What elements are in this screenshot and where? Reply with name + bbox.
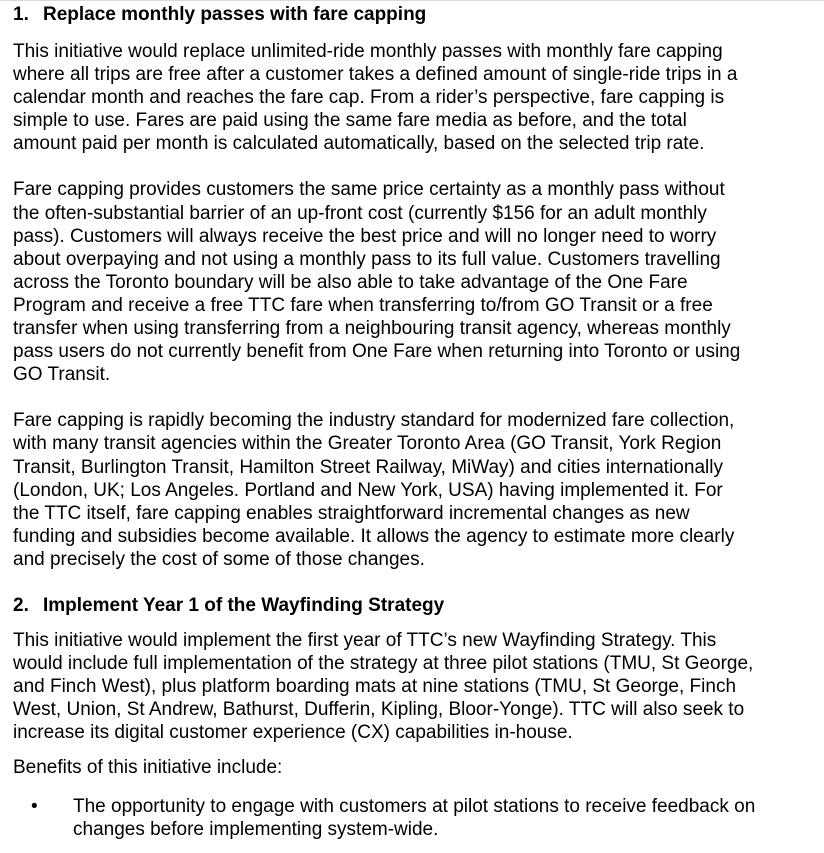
text-line: Fare capping provides customers the same price certainty as a monthly pass without [13, 179, 725, 201]
section-2-number: 2. [13, 594, 29, 616]
text-line: transfer when using transferring from a neighbouring transit agency, whereas monthly [13, 318, 731, 340]
text-line: changes before implementing system-wide. [73, 818, 439, 840]
section-1-paragraph-3 [13, 409, 813, 571]
section-2-heading [13, 594, 813, 617]
text-line: Benefits of this initiative include: [13, 757, 283, 779]
section-1-number: 1. [13, 4, 29, 25]
section-1-heading [13, 3, 813, 26]
text-line: The opportunity to engage with customers at pilot stations to receive feedback on [73, 795, 756, 817]
text-line: with many transit agencies within the Greater Toronto Area (GO Transit, York Region [13, 433, 722, 455]
text-line: GO Transit. [13, 364, 111, 386]
bullet-icon: • [31, 795, 38, 817]
text-line: would include full implementation of the strategy at three pilot stations (TMU, St George, [13, 653, 754, 675]
bullet-text [73, 795, 813, 841]
text-line: Transit, Burlington Transit, Hamilton Street Railway, MiWay) and cities internationally [13, 456, 723, 478]
text-line: pass). Customers will always receive the best price and will no longer need to worry [13, 225, 717, 247]
text-line: This initiative would replace unlimited-ride monthly passes with monthly fare capping [13, 41, 723, 62]
text-line: the often-substantial barrier of an up-front cost (currently $156 for an adult monthly [13, 202, 707, 224]
list-item [13, 795, 813, 841]
text-line: about overpaying and not using a monthly pass to its full value. Customers travelling [13, 248, 721, 270]
document-page [13, 0, 813, 841]
text-line: (London, UK; Los Angeles. Portland and New York, USA) having implemented it. For [13, 479, 723, 501]
section-2-benefits-intro [13, 756, 813, 779]
section-1-paragraph-2 [13, 178, 813, 386]
section-1-title: Replace monthly passes with fare capping [43, 4, 427, 25]
text-line: calendar month and reaches the fare cap. From a rider’s perspective, fare capping is [13, 87, 725, 109]
text-line: Fare capping is rapidly becoming the industry standard for modernized fare collection, [13, 410, 735, 432]
text-line: amount paid per month is calculated automatically, based on the selected trip rate. [13, 133, 705, 155]
text-line: West, Union, St Andrew, Bathurst, Dufferin, Kipling, Bloor-Yonge). TTC will also seek to [13, 699, 745, 721]
text-line: Program and receive a free TTC fare when transferring to/from GO Transit or a free [13, 294, 713, 316]
text-line: simple to use. Fares are paid using the same fare media as before, and the total [13, 110, 687, 132]
text-line: where all trips are free after a customer takes a defined amount of single-ride trips in a [13, 64, 738, 86]
text-line: the TTC itself, fare capping enables straightforward incremental changes as new [13, 502, 690, 524]
section-1-paragraph-1 [13, 40, 813, 155]
text-line: funding and subsidies become available. It allows the agency to estimate more clearly [13, 525, 735, 547]
section-2-paragraph-1 [13, 629, 813, 744]
text-line: and Finch West), plus platform boarding mats at nine stations (TMU, St George, Finch [13, 676, 737, 698]
text-line: pass users do not currently benefit from One Fare when returning into Toronto or using [13, 341, 741, 363]
text-line: across the Toronto boundary will be also able to take advantage of the One Fare [13, 271, 688, 293]
text-line: and precisely the cost of some of those changes. [13, 548, 425, 570]
text-line: This initiative would implement the first year of TTC’s new Wayfinding Strategy. This [13, 629, 717, 651]
text-line: increase its digital customer experience (CX) capabilities in-house. [13, 722, 573, 744]
section-2-title: Implement Year 1 of the Wayfinding Strategy [43, 594, 445, 616]
